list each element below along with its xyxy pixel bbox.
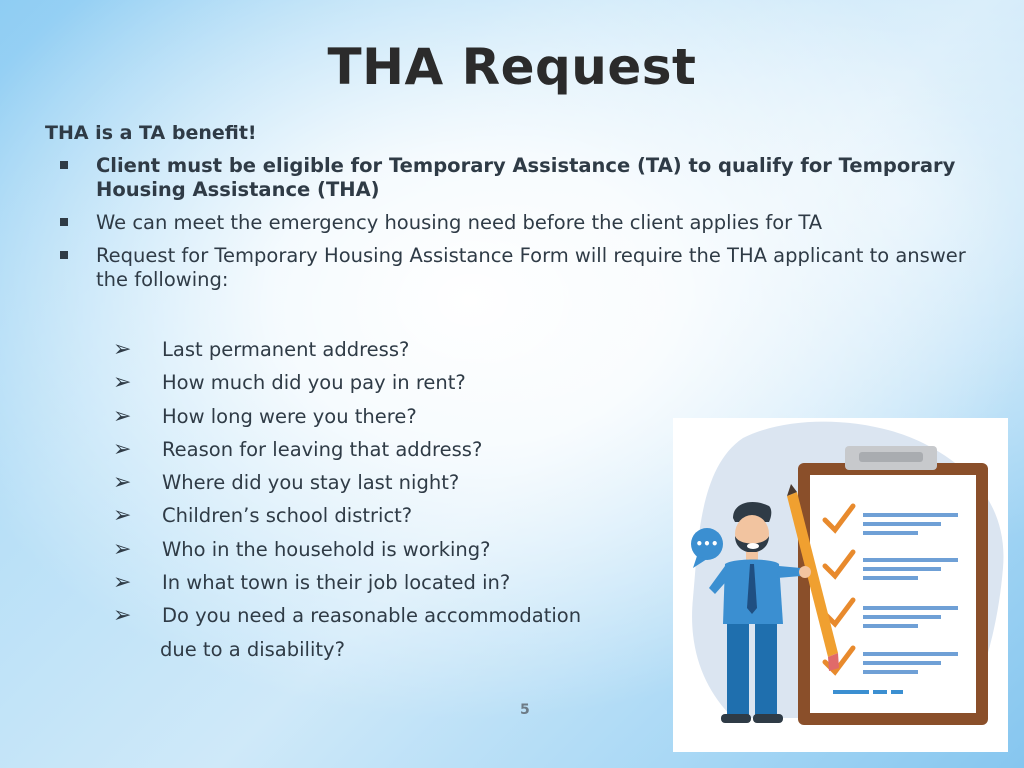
- arrow-bullet-icon: ➢: [113, 536, 132, 562]
- question-text: Who in the household is working?: [162, 537, 491, 561]
- arrow-bullet-icon: ➢: [113, 403, 132, 429]
- question-item: [113, 499, 673, 532]
- bullet-text: Client must be eligible for Temporary Assistance (TA) to qualify for Temporary Housing Assistance (THA): [96, 154, 956, 201]
- arrow-bullet-icon: ➢: [113, 470, 132, 496]
- bullet-list: [58, 154, 998, 301]
- arrow-bullet-icon: ➢: [113, 503, 132, 529]
- checklist-illustration: [673, 418, 1008, 752]
- question-text: Do you need a reasonable accommodation: [162, 604, 582, 628]
- question-text: Children’s school district?: [162, 504, 413, 528]
- bullet-item: [58, 244, 998, 292]
- arrow-bullet-icon: ➢: [113, 370, 132, 396]
- question-item: [113, 333, 673, 366]
- question-item: [113, 366, 673, 399]
- arrow-bullet-icon: ➢: [113, 603, 132, 629]
- question-item: [113, 599, 673, 665]
- question-text-continued: due to a disability?: [160, 637, 345, 661]
- question-text: Last permanent address?: [162, 338, 410, 361]
- clipboard-clip-slot: [859, 452, 923, 462]
- question-text: In what town is their job located in?: [162, 571, 511, 595]
- question-text: Reason for leaving that address?: [162, 437, 483, 461]
- question-text: How much did you pay in rent?: [162, 371, 466, 395]
- checklist-person-illustration: [673, 418, 1008, 752]
- question-item: [113, 566, 673, 599]
- question-item: [113, 433, 673, 466]
- chat-bubble-glyph: •••: [695, 537, 719, 551]
- question-item: [113, 466, 673, 499]
- square-bullet-icon: [60, 251, 68, 259]
- square-bullet-icon: [60, 161, 68, 169]
- arrow-bullet-icon: ➢: [113, 570, 132, 596]
- question-text: Where did you stay last night?: [162, 471, 460, 495]
- question-list: [113, 333, 673, 666]
- bullet-text: Request for Temporary Housing Assistance Form will require the THA applicant to answer the following:: [96, 244, 966, 291]
- arrow-bullet-icon: ➢: [113, 337, 132, 362]
- arrow-bullet-icon: ➢: [113, 436, 132, 462]
- bullet-text: We can meet the emergency housing need before the client applies for TA: [96, 211, 823, 234]
- square-bullet-icon: [60, 218, 68, 226]
- bullet-item: [58, 154, 998, 202]
- bullet-item: [58, 211, 998, 235]
- slide-title: THA Request: [327, 38, 697, 96]
- intro-text: THA is a TA benefit!: [45, 122, 257, 144]
- page-number: 5: [520, 702, 530, 718]
- clipboard-paper: [810, 475, 976, 713]
- question-item: [113, 533, 673, 566]
- question-text: How long were you there?: [162, 404, 417, 428]
- question-item: [113, 400, 673, 433]
